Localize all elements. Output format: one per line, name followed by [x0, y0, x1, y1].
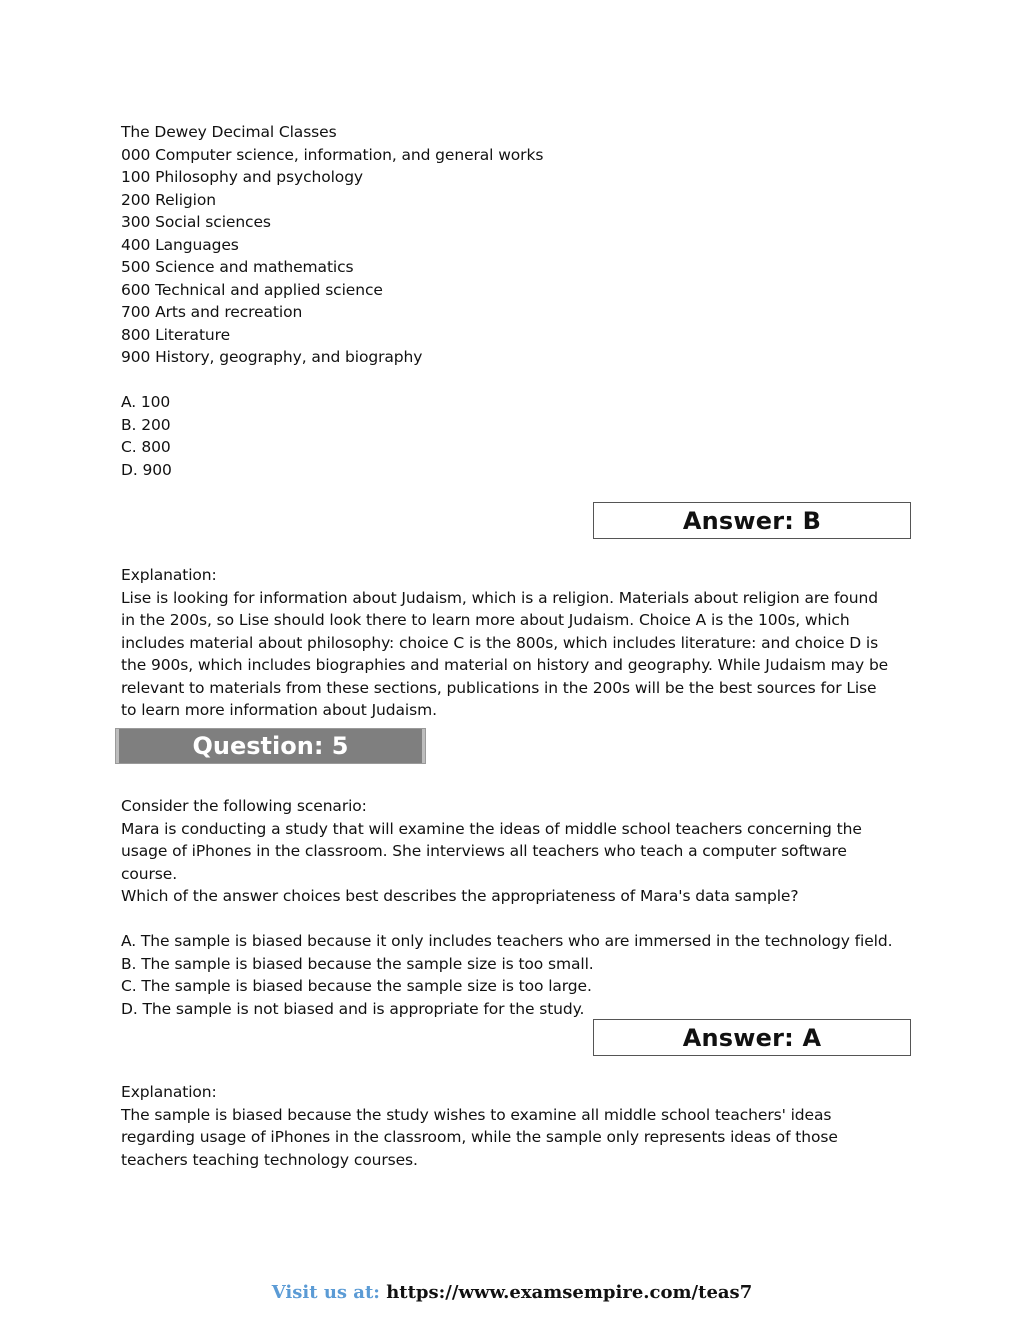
- question-banner-label: Question: 5: [192, 732, 349, 760]
- answer-choice: D. 900: [121, 460, 172, 479]
- footer-url-link[interactable]: https://www.examsempire.com/teas7: [386, 1282, 753, 1303]
- answer-choice: B. 200: [121, 415, 171, 434]
- explanation-q4: [121, 564, 891, 722]
- answer-choice: C. 800: [121, 438, 171, 456]
- answer-choice: D. The sample is not biased and is appropriate for the study.: [121, 999, 585, 1018]
- answer-choice: A. The sample is biased because it only includes teachers who are immersed in the technology field.: [121, 932, 893, 950]
- scenario-text: Mara is conducting a study that will examine the ideas of middle school teachers concerning the usage of iPhones in the classroom. She interviews all teachers who teach a computer software course.: [121, 819, 862, 883]
- footer: [0, 1282, 1024, 1303]
- scenario-intro: Consider the following scenario:: [121, 797, 367, 815]
- footer-visit-label: Visit us at:: [271, 1282, 380, 1303]
- explanation-q5: [121, 1081, 891, 1171]
- dewey-class: 400 Languages: [121, 235, 239, 254]
- explanation-text: Lise is looking for information about Judaism, which is a religion. Materials about religion are found in the 200s, so Lise should look there to learn more about Judaism. Choice A is the 100s, which includes material about philosophy: choice C is the 800s, which includes literature: and choice D is the 900s, which includes biographies and material on history and geography. While Judaism may be relevant to materials from these sections, publications in the 200s will be the best sources for Lise to learn more information about Judaism.: [121, 588, 889, 719]
- answer-choice: C. The sample is biased because the sample size is too large.: [121, 977, 592, 995]
- question-prompt: Which of the answer choices best describes the appropriateness of Mara's data sample?: [121, 887, 799, 905]
- dewey-class: 900 History, geography, and biography: [121, 348, 423, 366]
- answer-box-q5: Answer: A: [593, 1019, 911, 1056]
- explanation-text: The sample is biased because the study wishes to examine all middle school teachers' ideas regarding usage of iPhones in the classroom, while the sample only represents ideas of those teachers teaching technology courses.: [121, 1105, 838, 1169]
- answer-choice: A. 100: [121, 393, 171, 411]
- spacer: [121, 369, 901, 392]
- dewey-class: 000 Computer science, information, and general works: [121, 145, 544, 164]
- spacer: [121, 908, 896, 931]
- question-banner: [115, 728, 426, 764]
- dewey-class: 700 Arts and recreation: [121, 303, 303, 321]
- dewey-heading: The Dewey Decimal Classes: [121, 123, 337, 141]
- explanation-label: Explanation:: [121, 1083, 217, 1101]
- question5-body: [121, 795, 896, 1020]
- dewey-class: 500 Science and mathematics: [121, 258, 354, 276]
- explanation-label: Explanation:: [121, 566, 217, 584]
- answer-choice: B. The sample is biased because the sample size is too small.: [121, 954, 594, 973]
- answer-box-q4: Answer: B: [593, 502, 911, 539]
- dewey-class: 100 Philosophy and psychology: [121, 168, 364, 186]
- dewey-class: 600 Technical and applied science: [121, 280, 383, 299]
- dewey-class: 200 Religion: [121, 190, 216, 209]
- dewey-class: 300 Social sciences: [121, 213, 271, 231]
- dewey-class: 800 Literature: [121, 325, 231, 344]
- dewey-section: [121, 121, 901, 481]
